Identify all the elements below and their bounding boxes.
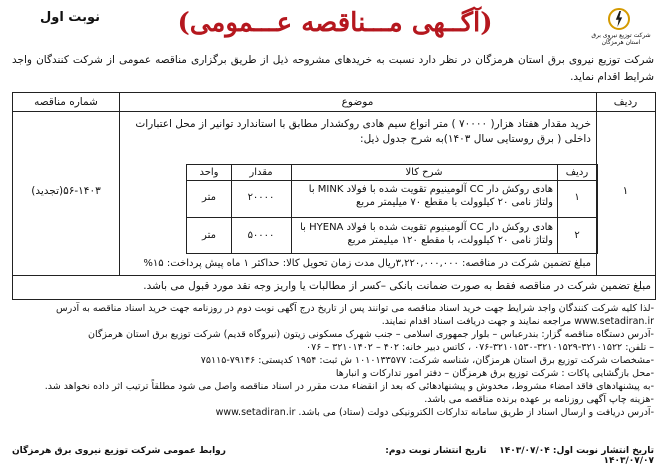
goods-qty: ۵۰۰۰۰ bbox=[247, 230, 275, 241]
company-logo bbox=[586, 8, 656, 48]
goods-header-unit: واحد bbox=[199, 167, 219, 178]
tender-number: ۵۶-۱۴۰۳(تجدید) bbox=[31, 185, 101, 197]
goods-table bbox=[186, 164, 598, 254]
goods-item: هادی روکش دار CC آلومینیوم تقویت شده با فولاد HYENA با ولتاژ نامی ۲۰ کیلوولت، با مقطع ۱۲۰ میلیمتر مربع bbox=[300, 222, 553, 246]
goods-unit: متر bbox=[202, 192, 216, 203]
goods-unit: متر bbox=[202, 230, 216, 241]
publish-dates bbox=[380, 446, 654, 466]
footer-org: روابط عمومی شرکت توزیع نیروی برق هرمزگان bbox=[12, 446, 226, 456]
publish-second: تاریخ انتشار نوبت دوم: ۱۴۰۳/۰۷/۰۷ bbox=[385, 446, 654, 466]
row-number: ۱ bbox=[622, 185, 629, 197]
guarantee-line: مبلغ تضمین شرکت در مناقصه: ۳,۲۲۰,۰۰۰,۰۰۰ریال مدت زمان تحویل کالا: حداکثر ۱ ماه پیش پرداخت: ۱۵% bbox=[143, 258, 591, 269]
goods-row-number: ۲ bbox=[574, 230, 580, 241]
note-opening-place: -محل بازگشایی پاکات : شرکت توزیع برق هرمزگان – دفتر امور تدارکات و انبارها bbox=[335, 368, 654, 379]
round-label: نوبت اول bbox=[39, 10, 100, 25]
header-tender-no: شماره مناقصه bbox=[34, 96, 98, 108]
goods-header-qty: مقدار bbox=[249, 167, 273, 178]
note-address: -آدرس دستگاه مناقصه گزار: بندرعباس – بلوار جمهوری اسلامی – جنب شهرک مسکونی زیتون (نیروگاه قدیم) شرکت توزیع برق استان هرمزگان bbox=[88, 329, 654, 340]
logo-line2: استان هرمزگان bbox=[601, 39, 641, 46]
note-invalid-bids: -به پیشنهادهای فاقد امضاء مشروط، مخدوش و پیشنهادهائی که بعد از انقضاء مدت مقرر در اسناد مناقصه واصل می شود مطلقاً ترتیب اثر داده نخواهد شد. bbox=[44, 381, 654, 392]
note-purchase: -لذا کلیه شرکت کنندگان واجد شرایط جهت خرید اسناد مناقصه می توانند پس از تاریخ درج آگهی نوبت دوم در روزنامه جهت خرید اسناد مناقصه به آدرس www.setadiran.ir مراجعه نمایند و جهت دریافت اسناد اقدام نمایند. bbox=[56, 303, 654, 327]
note-ad-cost: -هزینه چاپ آگهی روزنامه بر عهده برنده مناقصه می باشد. bbox=[424, 394, 654, 405]
goods-row-number: ۱ bbox=[574, 192, 580, 203]
notes-list bbox=[12, 302, 654, 419]
goods-item: هادی روکش دار CC آلومینیوم تقویت شده با فولاد MINK با ولتاژ نامی ۲۰ کیلوولت با مقطع ۷۰ میلیمتر مربع bbox=[308, 184, 553, 208]
header-subject: موضوع bbox=[341, 96, 374, 108]
goods-header-row: ردیف bbox=[565, 167, 589, 178]
intro-text: شرکت توزیع نیروی برق استان هرمزگان در نظر دارد نسبت به خریدهای مشروحه ذیل از طریق برگزاری مناقصه عمومی از شرکت کنندگان واجد شرایط اقدام نماید. bbox=[12, 54, 654, 83]
goods-qty: ۲۰۰۰۰ bbox=[247, 192, 275, 203]
header-row: ردیف bbox=[613, 96, 638, 108]
guarantee-note: مبلغ تضمین شرکت در مناقصه فقط به صورت ضمانت بانکی –کسر از مطالبات یا واریز وجه نقد مورد قبول می باشد. bbox=[143, 280, 651, 292]
note-phone: – تلفن: ۳۲۱۰۱۵۲۲-۳۲۱۰۱۵۲۹-۳۲۱۰۱۵۳۰-۰۷۶ ، کاتس دبیر خانه: ۴۰۲ – ۳۲۱۰۱۴۰۲ – ۰۷۶ bbox=[305, 342, 654, 353]
note-setad: -آدرس دریافت و ارسال اسناد از طریق سامانه تدارکات الکترونیکی دولت (ستاد) می باشد. www.setadiran.ir bbox=[215, 407, 654, 418]
subject-text: خرید مقدار هفتاد هزار( ۷۰۰۰۰ ) متر انواع سیم هادی روکشدار مطابق با استاندارد توانیر از محل اعتبارات داخلی ( برق روستایی سال ۱۴۰۳)به شرح جدول ذیل: bbox=[135, 118, 591, 145]
goods-header-item: شرح کالا bbox=[405, 167, 443, 178]
publish-first: تاریخ انتشار نوبت اول: ۱۴۰۳/۰۷/۰۴ bbox=[499, 446, 654, 456]
page-title: (آگــهی مـــناقصه عـــمومی) bbox=[177, 8, 493, 38]
note-company-info: -مشخصات شرکت توزیع برق استان هرمزگان، شناسه شرکت: ۱۰۱۰۱۳۳۵۷۷ ش ثبت: ۱۹۵۴ کدپستی: ۷۹۱۴۶-۷۵۱۱۵ bbox=[200, 355, 654, 366]
logo-line1: شرکت توزیع نیروی برق bbox=[591, 32, 651, 39]
